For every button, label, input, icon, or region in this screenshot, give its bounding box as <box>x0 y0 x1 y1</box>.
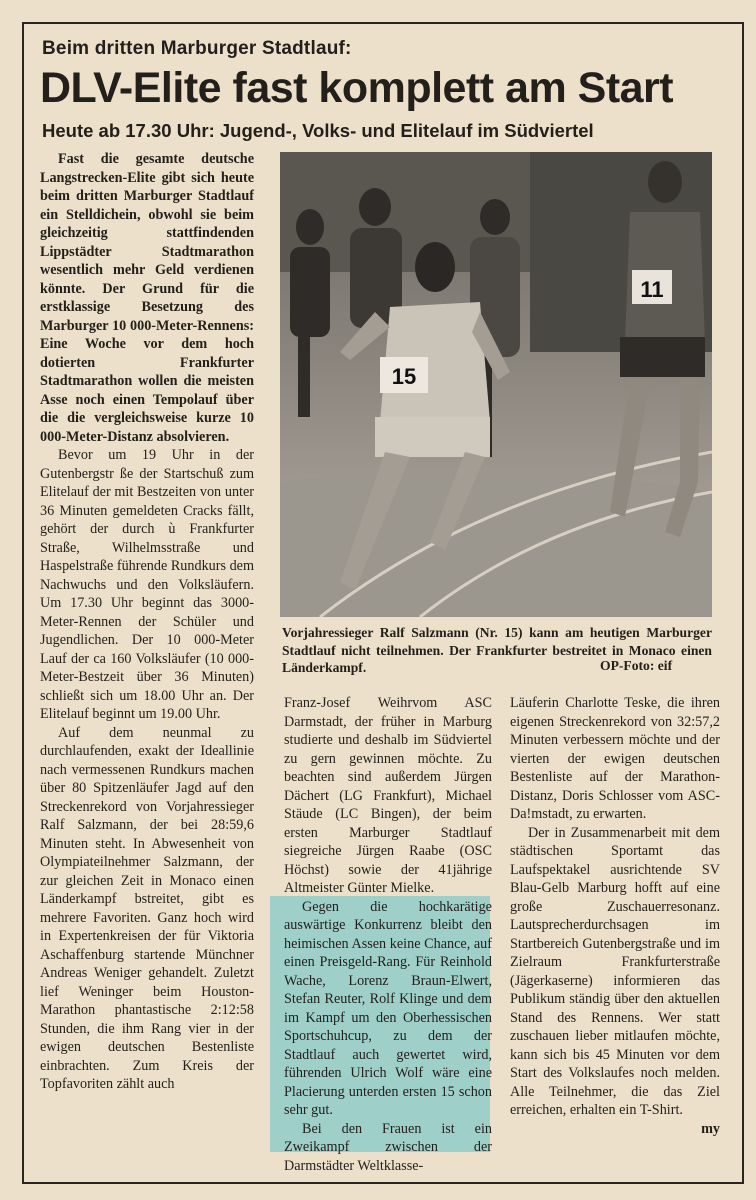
paragraph-6: Bei den Frauen ist ein Zweikampf zwischen der Darmstädter Weltklasse- <box>284 1120 492 1174</box>
author-signature: my <box>701 1120 720 1137</box>
kicker: Beim dritten Marburger Stadtlauf: <box>42 38 352 59</box>
column-1 <box>40 150 254 1094</box>
photo-runners-illustration <box>280 152 712 617</box>
paragraph-4: Franz-Josef Weihrvom ASC Darmstadt, der früher in Marburg studierte und deshalb im Südviertel zu gern gewinnen möchte. Zu beachten sind außerdem Jürgen Dächert (LG Frankfurt), Michael Stäude (LC Bingen), der beim ersten Marburger Stadtlauf siegreiche Jürgen Raabe (OSC Höchst) sowie der 41jährige Altmeister Günter Mielke. <box>284 695 492 896</box>
column-2 <box>284 694 492 1175</box>
paragraph-8: Der in Zusammenarbeit mit dem städtischen Sportamt das Laufspektakel ausrichtende SV Blau-Gelb Marburg hofft auf eine große Zuschauerresonanz. Lautsprecherdurchsagen im Startbereich Gutenbergstraße und im Zielraum Frankfurterstraße (Jägerkaserne) informieren das Publikum ständig über den aktuellen Stand des Rennens. Wer statt zuschauen lieber mitlaufen möchte, kann sich bis 45 Minuten vor dem Start des Volkslaufes noch melden. Alle Teilnehmer, die das Ziel erreichen, erhalten ein T-Shirt. <box>510 824 720 1118</box>
lead-paragraph: Fast die gesamte deutsche Langstrecken-Elite gibt sich heute beim dritten Marburger Stadtlauf ein Stelldichein, obwohl sie beim gleichzeitig stattfindenden Lippstädter Stadtmarathon wesentlich mehr Geld verdienen könnte. Der Grund für die erstklassige Besetzung des Marburger 10 000-Meter-Rennens: Eine Woche vor dem hoch dotierten Frankfurter Stadtmarathon wollen die meisten Asse noch einen Tempolauf über die die vergleichsweise kurze 10 000-Meter-Distanz absolvieren. <box>40 151 254 445</box>
paragraph-5-highlighted: Gegen die hochkarätige auswärtige Konkurrenz bleibt den heimischen Assen keine Chance, auf einen Preisgeld-Rang. Für Reinhold Wache, Lorenz Braun-Elwert, Stefan Reuter, Rolf Klinge und dem im Kampf um den Oberhessischen Sportschuhcup, zu dem der Stadtlauf auch gewertet wird, führenden Ulrich Wolf wäre eine Placierung unterden ersten 15 schon sehr gut. <box>284 898 492 1118</box>
paragraph-3: Auf dem neunmal zu durchlaufenden, exakt der Ideallinie nach vermessenen Rundkurs machen über 80 Spitzenläufer Jagd auf den Streckenrekord von Vorjahressieger Ralf Salzmann, der bei 28:59,6 Minuten steht. In Abwesenheit von Olympiateilnehmer Salzmann, der zur gleichen Zeit in Monaco einen Länderkampf bstreitet, gibt es mehrere Favoriten. Ganz hoch wird in Expertenkreisen der für Viktoria Aschaffenburg startende Münchner Andreas Weniger gehandelt. Zuletzt lief Weninger beim Houston-Marathon phantastische 2:12:58 Stunden, die ihm Rang vier in der ewigen deutschen Bestenliste einbrachten. Zum Kreis der Topfavoriten zählt auch <box>40 724 254 1092</box>
headline: DLV-Elite fast komplett am Start <box>40 64 674 112</box>
bib-11: 11 <box>640 277 664 302</box>
column-3 <box>510 694 720 1138</box>
subheadline: Heute ab 17.30 Uhr: Jugend-, Volks- und Elitelauf im Südviertel <box>42 120 594 141</box>
paragraph-7: Läuferin Charlotte Teske, die ihren eigenen Streckenrekord von 32:57,2 Minuten verbessern möchte und der vierten der ewigen deutschen Bestenliste auf der Marathon-Distanz, Doris Schlosser vom ASC-Da!mstadt, zu erwarten. <box>510 695 720 822</box>
paragraph-2: Bevor um 19 Uhr in der Gutenbergstr ße der Startschuß zum Elitelauf der mit Bestzeiten von unter 36 Minuten gemeldeten Cracks fällt, gehört der durch ù Frankfurter Straße, Wilhelmsstraße und Haspelstraße führende Rundkurs dem Nachwuchs und den Volksläufern. Um 17.30 Uhr beginnt das 3000-Meter-Rennen der Schüler und Jugendlichen. Der 10 000-Meter Lauf der ca 160 Volksläufer (10 000-Meter-Bestzeit über 36 Minuten) schließt sich um 18.00 Uhr an. Der Elitelauf beginnt um 19.00 Uhr. <box>40 447 254 722</box>
photo-credit: OP-Foto: eif <box>600 658 673 673</box>
bib-15: 15 <box>391 364 417 389</box>
race-photo <box>280 152 712 617</box>
photo-caption: Vorjahressieger Ralf Salzmann (Nr. 15) kann am heutigen Marburger Stadtlauf nicht teilnehmen. Der Frankfurter bestreitet in Monaco einen Länderkampf. <box>282 625 712 675</box>
